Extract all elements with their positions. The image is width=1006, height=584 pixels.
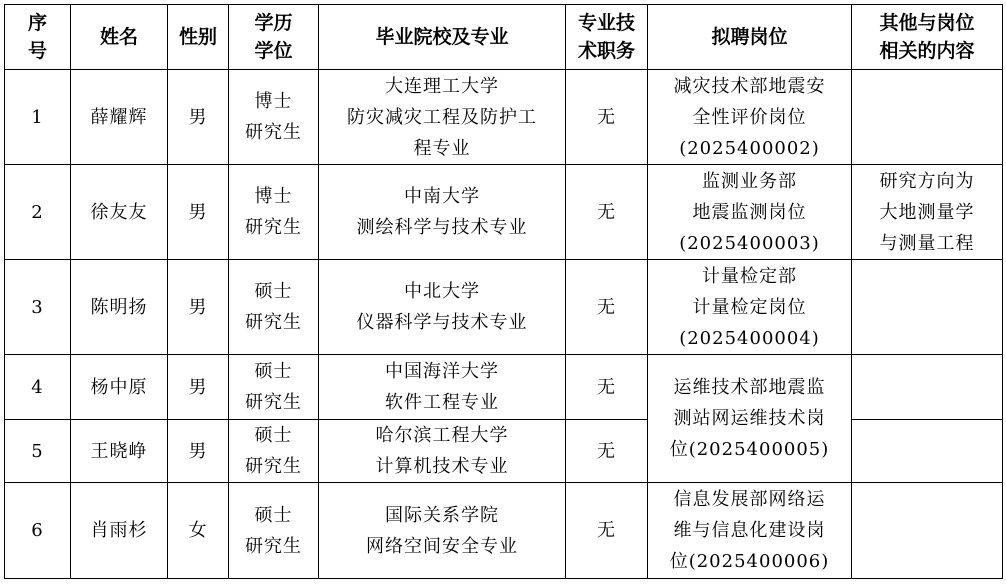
table-row — [5, 165, 1003, 260]
header-title — [566, 5, 648, 70]
cell-school — [319, 260, 566, 355]
table-row — [5, 260, 1003, 355]
cell-name: 陈明扬 — [71, 260, 168, 355]
school-line: 软件工程专业 — [385, 392, 499, 413]
position-line: 位(2025400005) — [669, 439, 830, 460]
position-line: 测站网运维技术岗 — [673, 408, 826, 429]
cell-degree — [229, 420, 319, 483]
position-line: 计量检定部 — [702, 265, 797, 287]
header-seq-line: 序 — [27, 12, 47, 34]
cell-school — [319, 483, 566, 579]
header-seq-line: 号 — [27, 40, 47, 62]
cell-degree — [229, 70, 319, 165]
cell-name: 杨中原 — [71, 355, 168, 420]
degree-line: 硕士 — [254, 361, 293, 382]
header-other-line: 其他与岗位 — [879, 12, 975, 34]
cell-degree — [229, 483, 319, 579]
header-row — [5, 5, 1003, 70]
cell-other — [852, 483, 1003, 579]
cell-title: 无 — [566, 483, 648, 579]
school-line: 仪器科学与技术专业 — [356, 312, 528, 333]
cell-gender: 男 — [168, 355, 229, 420]
cell-degree — [229, 165, 319, 260]
cell-position-shared — [648, 355, 852, 483]
header-other-line: 相关的内容 — [879, 40, 975, 62]
table-row — [5, 483, 1003, 579]
table-row — [5, 355, 1003, 420]
school-line: 防灾减灾工程及防护工 — [347, 106, 537, 128]
cell-school — [319, 165, 566, 260]
cell-seq: 6 — [5, 483, 71, 579]
position-line: (2025400004) — [679, 327, 820, 349]
header-school: 毕业院校及专业 — [319, 5, 566, 70]
cell-gender: 男 — [168, 70, 229, 165]
cell-school — [319, 70, 566, 165]
cell-name: 肖雨杉 — [71, 483, 168, 579]
degree-line: 博士 — [254, 186, 293, 207]
other-line: 研究方向为 — [879, 170, 975, 192]
header-title-line: 专业技 — [577, 12, 635, 34]
cell-title: 无 — [566, 355, 648, 420]
cell-name: 薛耀辉 — [71, 70, 168, 165]
cell-other — [852, 420, 1003, 483]
cell-position — [648, 70, 852, 165]
school-line: 哈尔滨工程大学 — [375, 425, 509, 446]
degree-line: 硕士 — [254, 425, 293, 446]
header-other — [852, 5, 1003, 70]
degree-line: 研究生 — [245, 392, 302, 413]
cell-school — [319, 420, 566, 483]
cell-name: 王晓峥 — [71, 420, 168, 483]
position-line: 位(2025400006) — [669, 551, 830, 572]
header-gender: 性别 — [168, 5, 229, 70]
school-line: 国际关系学院 — [385, 504, 499, 526]
hiring-roster-table — [4, 4, 1003, 579]
cell-gender: 男 — [168, 165, 229, 260]
cell-other — [852, 70, 1003, 165]
cell-gender: 男 — [168, 420, 229, 483]
header-degree-line: 学历 — [254, 12, 293, 34]
table-row — [5, 70, 1003, 165]
cell-title: 无 — [566, 70, 648, 165]
school-line: 网络空间安全专业 — [366, 535, 518, 557]
position-line: (2025400002) — [679, 137, 820, 159]
cell-seq: 5 — [5, 420, 71, 483]
header-degree — [229, 5, 319, 70]
cell-other — [852, 355, 1003, 420]
header-seq — [5, 5, 71, 70]
position-line: 计量检定岗位 — [692, 296, 807, 318]
header-position: 拟聘岗位 — [648, 5, 852, 70]
cell-title: 无 — [566, 260, 648, 355]
cell-gender: 男 — [168, 260, 229, 355]
degree-line: 博士 — [254, 91, 293, 112]
position-line: 运维技术部地震监 — [673, 377, 826, 398]
degree-line: 硕士 — [254, 504, 293, 526]
cell-position — [648, 483, 852, 579]
position-line: 维与信息化建设岗 — [673, 520, 826, 541]
school-line: 大连理工大学 — [385, 75, 499, 97]
school-line: 中北大学 — [404, 281, 480, 302]
other-line: 与测量工程 — [879, 232, 975, 254]
degree-line: 研究生 — [245, 122, 302, 143]
degree-line: 研究生 — [245, 535, 302, 557]
cell-other — [852, 260, 1003, 355]
cell-name: 徐友友 — [71, 165, 168, 260]
school-line: 中南大学 — [404, 186, 480, 207]
degree-line: 研究生 — [245, 312, 302, 333]
cell-degree — [229, 260, 319, 355]
cell-gender: 女 — [168, 483, 229, 579]
position-line: 减灾技术部地震安 — [673, 75, 826, 97]
cell-position — [648, 260, 852, 355]
degree-line: 硕士 — [254, 281, 293, 302]
degree-line: 研究生 — [245, 456, 302, 477]
position-line: 监测业务部 — [702, 170, 797, 192]
cell-title: 无 — [566, 165, 648, 260]
school-line: 计算机技术专业 — [375, 456, 509, 477]
cell-degree — [229, 355, 319, 420]
position-line: 信息发展部网络运 — [673, 489, 826, 510]
cell-title: 无 — [566, 420, 648, 483]
school-line: 程专业 — [413, 137, 471, 159]
table-row — [5, 420, 1003, 483]
position-line: 地震监测岗位 — [692, 201, 807, 223]
position-line: 全性评价岗位 — [692, 106, 807, 128]
cell-other — [852, 165, 1003, 260]
other-line: 大地测量学 — [879, 201, 975, 223]
cell-seq: 1 — [5, 70, 71, 165]
header-degree-line: 学位 — [254, 40, 293, 62]
school-line: 中国海洋大学 — [385, 361, 499, 382]
cell-position — [648, 165, 852, 260]
position-line: (2025400003) — [679, 232, 820, 254]
cell-school — [319, 355, 566, 420]
degree-line: 研究生 — [245, 217, 302, 238]
cell-seq: 2 — [5, 165, 71, 260]
school-line: 测绘科学与技术专业 — [356, 217, 528, 238]
header-name: 姓名 — [71, 5, 168, 70]
cell-seq: 3 — [5, 260, 71, 355]
cell-seq: 4 — [5, 355, 71, 420]
header-title-line: 术职务 — [577, 40, 635, 62]
